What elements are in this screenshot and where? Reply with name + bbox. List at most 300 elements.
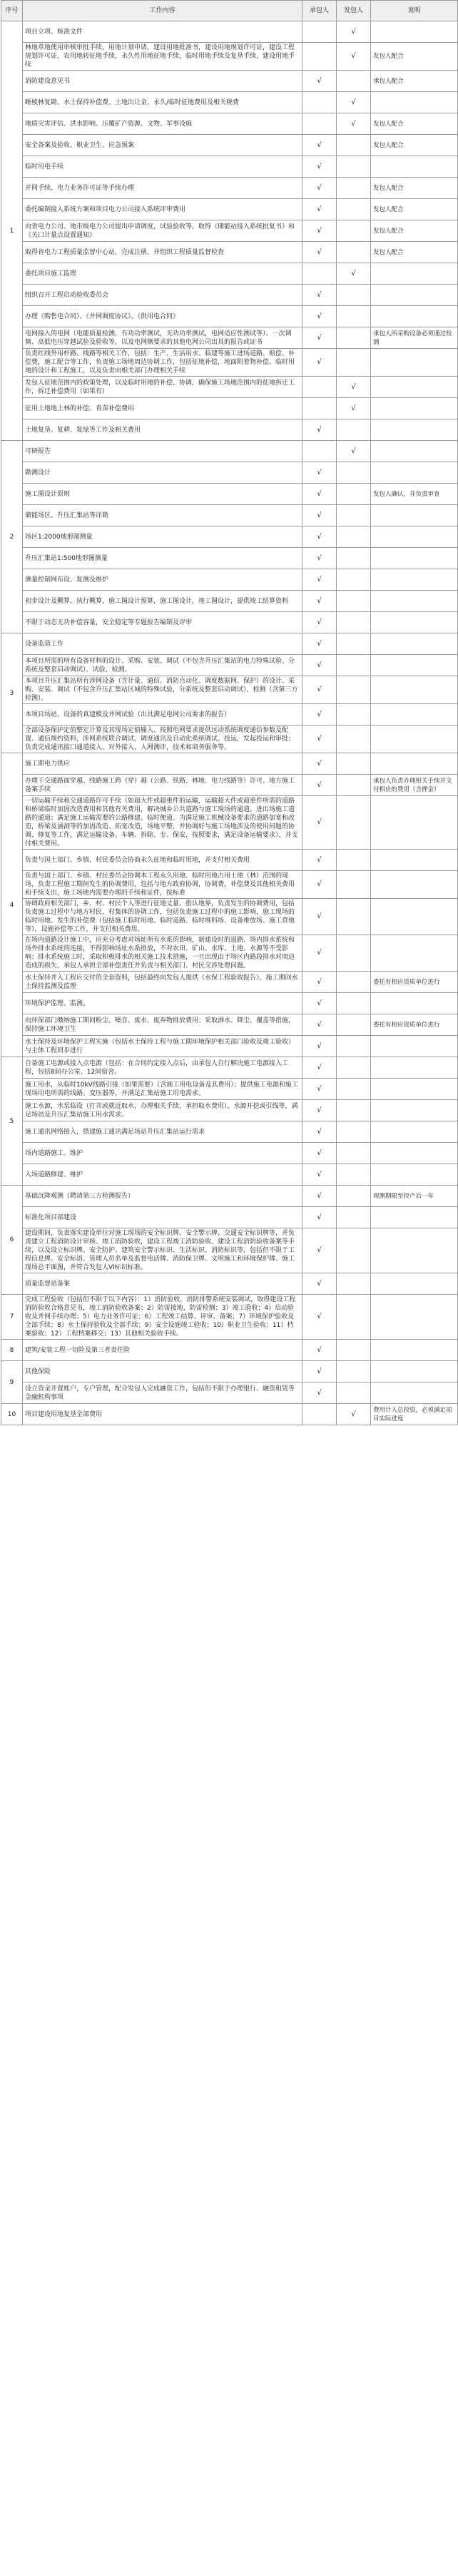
cell-content: 施工期电力供应 [23,753,302,775]
cell-employer-mark [337,419,371,441]
cell-employer-mark [337,178,371,199]
cell-note: 委托有相应资质单位进行 [371,1014,458,1036]
cell-contractor-mark: √ [302,220,337,242]
table-row [1,850,458,871]
cell-contractor-mark: √ [302,1100,337,1121]
header-note: 说明 [371,1,458,21]
cell-note: 费用计入总投资，必须满足项目实际进度 [371,1404,458,1425]
cell-content: 并网手续，电力业务许可证等手续办理 [23,178,302,199]
table-row [1,676,458,704]
table-row [1,1036,458,1057]
cell-note [371,1143,458,1164]
table-row [1,993,458,1014]
table-row [1,1014,458,1036]
cell-note [371,1036,458,1057]
table-row [1,43,458,71]
cell-content: 标准化项目部建设 [23,1207,302,1228]
cell-note [371,1079,458,1100]
cell-contractor-mark: √ [302,178,337,199]
cell-seq: 9 [1,1361,23,1404]
cell-seq: 2 [1,441,23,633]
cell-contractor-mark: √ [302,591,337,612]
cell-contractor-mark: √ [302,306,337,327]
cell-content: 施工用水，从临时10kV线路引接（如果需要）（含施工用电设备及其费用）；提供施工电源和施工现场用电所需的线路、变压器等，并满足汇集站施工用电需求。 [23,1079,302,1100]
cell-contractor-mark: √ [302,199,337,220]
table-row [1,441,458,462]
cell-contractor-mark: √ [302,505,337,526]
cell-employer-mark: √ [337,1404,371,1425]
cell-note [371,1383,458,1404]
cell-employer-mark [337,135,371,156]
cell-note [371,753,458,775]
table-row [1,92,458,113]
cell-seq: 4 [1,753,23,1057]
cell-contractor-mark: √ [302,676,337,704]
cell-content: 建筑/安装工程一切险及第三者责任险 [23,1340,302,1361]
cell-contractor-mark [302,441,337,462]
cell-note [371,899,458,935]
cell-employer-mark [337,899,371,935]
cell-note: 发包人配合 [371,135,458,156]
cell-note: 承包人配合 [371,71,458,92]
cell-note: 承包人负责办理相关手续并支付相应的费用（含押金） [371,775,458,796]
cell-content: 建设期间，负责落实建设单位对施工现场的安全标识牌、安全警示牌、交通安全标识牌等，并负责建立工程消防设计审核、竣工消防验收，建设工程竣工消防验收、建设工程消防验收备案等手续，以及设立标识牌、安全防护、建筑安全警示标识、生活标识、消防标识等，包括但不限于工程信息牌、安全标语、管理人员名单及监督电话牌、消防保卫牌、文明施工和环境保护牌、施工现场总平面图，并符合发包人VI标识标准。 [23,1228,302,1273]
table-row [1,526,458,548]
cell-note [371,156,458,178]
cell-note [371,419,458,441]
cell-note [371,633,458,655]
cell-seq: 5 [1,1057,23,1186]
cell-note: 发包人配合 [371,242,458,263]
table-row [1,704,458,726]
cell-contractor-mark: √ [302,935,337,972]
table-row [1,135,458,156]
table-row [1,1383,458,1404]
cell-note: 发包人配合 [371,113,458,135]
cell-contractor-mark: √ [302,484,337,505]
cell-contractor-mark [302,43,337,71]
table-row [1,796,458,850]
table-body [1,21,458,1425]
cell-content: 临时用电手续 [23,156,302,178]
cell-note [371,676,458,704]
cell-seq: 7 [1,1295,23,1340]
cell-note [371,1361,458,1383]
cell-note: 委托有相应资质单位进行 [371,972,458,993]
cell-employer-mark [337,676,371,704]
cell-note [371,1228,458,1273]
cell-content: 质量监督站备案 [23,1273,302,1295]
cell-note [371,1057,458,1079]
cell-content: 升压汇集站1:500地形图测量 [23,548,302,569]
cell-content: 其他保险 [23,1361,302,1383]
table-header-row [1,1,458,21]
cell-contractor-mark: √ [302,704,337,726]
cell-content: 办理《购售电合同》、《并网调度协议》、《供用电合同》 [23,306,302,327]
cell-content: 测量控制网布设、复测及维护 [23,569,302,591]
cell-note: 发包人配合 [371,178,458,199]
cell-content: 不限于动态无功补偿容量，安全稳定等专题报告编制及评审 [23,612,302,633]
cell-employer-mark: √ [337,21,371,43]
cell-content: 本项目所需的所有设备材料的设计、采购、安装、调试（不包含升压汇集站的电力特殊试验、分系统及整套启动调试），试验、检测。 [23,655,302,676]
cell-content: 委托项目施工监理 [23,263,302,285]
table-row [1,505,458,526]
cell-content: 发包人征地范围内的政策处理，以及临时用地的补偿、协调，确保施工场地范围内的征地拆迁工作，拆迁补偿费用（如果有） [23,377,302,398]
cell-seq: 8 [1,1340,23,1361]
cell-content: 场区1:2000地形图测量 [23,526,302,548]
cell-note [371,263,458,285]
cell-content: 可研报告 [23,441,302,462]
cell-contractor-mark [302,263,337,285]
cell-contractor-mark: √ [302,726,337,753]
cell-content: 林地草地使用审核审批手续，用地计划申请，建设用地批准书，建设用地规划许可证，建设工程规划许可证，农用地转征地手续，永久性用地征地手续，临时用地手续及复垦手续，建设用地手续 [23,43,302,71]
cell-content: 委托编制接入系统方案和项目电力公司接入系统评审费用 [23,199,302,220]
cell-contractor-mark: √ [302,242,337,263]
cell-employer-mark [337,71,371,92]
table-row [1,156,458,178]
cell-content: 完成工程验收（包括但不限于以下内容）：1）消防验收，消防排警系统安装调试，取得建设工程消防验收合格意见书，竣工消防验收备案；2）防雷接地，防雷检测；3）竣工验收；4）启动验收及并网手续办理；5）电力业务许可证；6）工程竣工结算、评审、备案；7）环境保护验收及全部手续；8）水土保持验收及全部手续；9）安全设施竣工验收；10）职业卫生验收；11）档案验收；12）工程档案移交；13）其他相关验收手续。 [23,1295,302,1340]
cell-contractor-mark: √ [302,796,337,850]
cell-employer-mark: √ [337,113,371,135]
table-row [1,633,458,655]
cell-employer-mark [337,796,371,850]
cell-contractor-mark [302,1404,337,1425]
cell-employer-mark: √ [337,92,371,113]
cell-note [371,993,458,1014]
cell-employer-mark [337,349,371,377]
cell-employer-mark [337,972,371,993]
cell-note [371,1207,458,1228]
cell-content: 本项目场站，设备的真建模及并网试验（出具满足电网公司要求的报告） [23,704,302,726]
cell-employer-mark [337,1100,371,1121]
cell-contractor-mark: √ [302,1340,337,1361]
cell-employer-mark [337,1340,371,1361]
cell-note [371,377,458,398]
cell-employer-mark [337,199,371,220]
table-row [1,775,458,796]
cell-contractor-mark: √ [302,1295,337,1340]
table-row [1,612,458,633]
cell-note [371,398,458,419]
cell-employer-mark [337,1121,371,1143]
header-content: 工作内容 [23,1,302,21]
cell-employer-mark [337,612,371,633]
cell-contractor-mark: √ [302,753,337,775]
cell-employer-mark [337,704,371,726]
cell-contractor-mark: √ [302,1079,337,1100]
table-row [1,419,458,441]
cell-seq: 1 [1,21,23,441]
table-row [1,327,458,349]
cell-employer-mark [337,306,371,327]
cell-note [371,1121,458,1143]
cell-note [371,1273,458,1295]
table-row [1,1228,458,1273]
table-row [1,306,458,327]
cell-employer-mark [337,775,371,796]
cell-note [371,591,458,612]
cell-employer-mark [337,462,371,484]
cell-content: 储能场区、升压汇集站等详勘 [23,505,302,526]
table-row [1,753,458,775]
cell-employer-mark [337,1014,371,1036]
cell-employer-mark [337,850,371,871]
cell-content: 设备监造工作 [23,633,302,655]
table-row [1,726,458,753]
cell-employer-mark [337,285,371,306]
cell-employer-mark [337,242,371,263]
cell-content: 办理干交通路面穿越、线路施工跨（穿）越（公路、铁路、林地、电力线路等）许可、地方施工备案手续 [23,775,302,796]
cell-contractor-mark: √ [302,1143,337,1164]
cell-note: 发包人配合 [371,220,458,242]
cell-note [371,1100,458,1121]
cell-content: 向省电力公司、地市级电力公司提出申请调度，试验验收等，取得《储能站接入系统批复书》和《关口计量点设置通知》 [23,220,302,242]
cell-content: 入场道路修建、维护 [23,1164,302,1186]
cell-contractor-mark: √ [302,1057,337,1079]
cell-content: 安全备案及验收、职业卫生、应急预案 [23,135,302,156]
cell-content: 全部设备保护定值整定计算及其现场定值输入、按照电网要求提供远动系统调度通信参数及配置、通信规约资料，涉网系统联合调试，调度通讯及自动化系统调试、投运，发起投运和审批；负责完成通讯接口通道接入、对外接入、入网测评，技术和商务服务等。 [23,726,302,753]
table-row [1,548,458,569]
table-row [1,484,458,505]
header-employer: 发包人 [337,1,371,21]
cell-contractor-mark: √ [302,871,337,899]
cell-contractor-mark: √ [302,462,337,484]
table-row [1,871,458,899]
cell-content: 设立资金开置账户，专户管理，配合发包人完成融资工作，包括但不限于办理银行、融资租赁等金融机构事项 [23,1383,302,1404]
table-row [1,1121,458,1143]
cell-contractor-mark: √ [302,1273,337,1295]
cell-note [371,871,458,899]
cell-contractor-mark: √ [302,899,337,935]
table-row [1,1340,458,1361]
cell-content: 本项目升压汇集站所有涉网设备（含计量、通信、消防自动化、调度数据网、保护）的设计、采购、安装、调试（不包含升压汇集站区域的特殊试验，分系统及整套启动调试），检测（含第三方检测）。 [23,676,302,704]
cell-contractor-mark: √ [302,285,337,306]
cell-note [371,726,458,753]
cell-note [371,704,458,726]
cell-note [371,569,458,591]
cell-content: 项目建设用地复垦全部费用 [23,1404,302,1425]
cell-content: 取得省电力工程质量监督中心站，完成注册，并组织工程质量监督检查 [23,242,302,263]
cell-employer-mark [337,1295,371,1340]
cell-content: 负责与国土部门、乡镇、村民委员会协商永久征地和临时用地，并支付相关费用 [23,850,302,871]
cell-contractor-mark: √ [302,327,337,349]
table-row [1,591,458,612]
cell-contractor-mark: √ [302,612,337,633]
cell-contractor-mark: √ [302,71,337,92]
table-row [1,377,458,398]
cell-seq: 10 [1,1404,23,1425]
cell-employer-mark [337,993,371,1014]
cell-contractor-mark: √ [302,569,337,591]
table-row [1,1361,458,1383]
table-row [1,1207,458,1228]
table-row [1,263,458,285]
table-row [1,398,458,419]
cell-employer-mark [337,1036,371,1057]
cell-note: 承包人所采购设备必须通过检测 [371,327,458,349]
cell-contractor-mark [302,21,337,43]
cell-contractor-mark: √ [302,135,337,156]
table-row [1,1079,458,1100]
table-row [1,71,458,92]
cell-contractor-mark: √ [302,156,337,178]
cell-contractor-mark: √ [302,1164,337,1186]
cell-contractor-mark: √ [302,526,337,548]
header-contractor: 承包人 [302,1,337,21]
cell-employer-mark [337,1164,371,1186]
table-row [1,178,458,199]
cell-content: 一切运输手续和交通道路许可手续（如超大件或超重件的运输，运输超大件或超重件所需的道路和桥梁临时加固改造费用和其他有关费用，解决城乡公共道路与施工现场的通道、进出场施工道路的通道；满足施工运输需要的公路修建、临时便道、为满足施工机械设备要求的道路加宽和改造，桥梁及涵洞等的加固改造、拓宽改造，场地平整，并协调好与施工场地涉及的使用问题的协调、修复等工作，满足运输设备、车辆、拆除、专、保安，按照要求，满足设备运输要求），并支付相关费用。 [23,796,302,850]
cell-note [371,1340,458,1361]
cell-content: 电网接入的电网（电能质量检测，有功功率测试，无功功率测试，电网适应性测试等）、一次调频、高低电压穿越试验及验收等，以及电网侧要求的其他电网公司出具的报告或证书 [23,327,302,349]
responsibility-table-container [1,0,457,1425]
cell-contractor-mark: √ [302,972,337,993]
cell-employer-mark [337,935,371,972]
cell-content: 项目立项、核准文件 [23,21,302,43]
cell-content: 在场内道路设计施工中，应充分考虑对场址所有水系的影响，新建设时的道路、场内排水系统和场外排水系统的连接，不得影响场址水系排放，不对农田、矿山、水库、土地、水源等不受影响；排水系统施工时，采取积极排水的相关施工技术措施，一旦出现由于场区内路段排水对周边造成的损失，承包人承担全部补偿责任并负责与相关部门、村民交涉处理问题。 [23,935,302,972]
table-row [1,1143,458,1164]
cell-content: 征用土地地上林的补偿、青苗补偿费用 [23,398,302,419]
cell-employer-mark: √ [337,377,371,398]
cell-contractor-mark: √ [302,850,337,871]
cell-content: 施工水源，水泵临设（打井或就近取水，办理相关手续，承担取水费用），水源开挖或引线等，满足场站及升压汇集站施工用水需求。 [23,1100,302,1121]
cell-note [371,1164,458,1186]
cell-employer-mark [337,526,371,548]
cell-content: 施工图设计原则 [23,484,302,505]
table-row [1,1295,458,1340]
cell-content: 初步设计及概算，执行概算，施工图设计预算，施工图设计，竣工图设计，提供竣工结算资料 [23,591,302,612]
cell-seq: 6 [1,1186,23,1295]
cell-note: 发包人确认，并负责审查 [371,484,458,505]
cell-content: 组织召开工程启动验收委员会 [23,285,302,306]
cell-contractor-mark: √ [302,1383,337,1404]
cell-content: 水土保持及环境保护工程实施（包括水土保持工程与施工期环境保护相关部门验收及竣工验收）与主体工程同步进行 [23,1036,302,1057]
cell-contractor-mark [302,398,337,419]
table-row [1,1164,458,1186]
cell-employer-mark [337,871,371,899]
cell-employer-mark [337,484,371,505]
cell-contractor-mark: √ [302,1361,337,1383]
cell-content: 负责红线外用杆路、线路等相关工作，包括：生产、生活用水、临建等施工进场道路、赔偿、补偿费，施工配合等工作，负责施工场地周边协调工作，包括征地补偿，地面附着物补偿。临时用地的设计和工程施工，以及负责向相关部门办理相关手续 [23,349,302,377]
table-row [1,1100,458,1121]
cell-employer-mark [337,1383,371,1404]
cell-note: 发包人配合 [371,43,458,71]
table-row [1,972,458,993]
table-row [1,113,458,135]
cell-contractor-mark: √ [302,548,337,569]
cell-employer-mark [337,1228,371,1273]
cell-note [371,1295,458,1340]
cell-contractor-mark: √ [302,1036,337,1057]
cell-note [371,505,458,526]
cell-note [371,306,458,327]
cell-note [371,526,458,548]
cell-note [371,655,458,676]
cell-content: 消防建设意见书 [23,71,302,92]
cell-seq: 3 [1,633,23,753]
table-row [1,1273,458,1295]
table-row [1,21,458,43]
table-row [1,655,458,676]
cell-contractor-mark: √ [302,1186,337,1207]
table-row [1,935,458,972]
cell-employer-mark [337,1079,371,1100]
cell-content: 睡棱林复勘、水土保持补偿费、土地出让金、永久/临时征地费用及相关税费 [23,92,302,113]
cell-employer-mark: √ [337,43,371,71]
cell-contractor-mark: √ [302,1121,337,1143]
cell-contractor-mark: √ [302,419,337,441]
cell-note [371,349,458,377]
cell-note [371,92,458,113]
cell-contractor-mark [302,113,337,135]
cell-contractor-mark: √ [302,993,337,1014]
cell-employer-mark: √ [337,398,371,419]
cell-note [371,441,458,462]
cell-note [371,548,458,569]
cell-content: 环境保护监理、监测。 [23,993,302,1014]
cell-employer-mark [337,633,371,655]
cell-content: 协调政府相关部门，乡、村、村民个人等进行征地丈量、指认地界，负责发生的协调费用，包括负责施工过程中与地方村民、村集体的协调工作，包括负责施工过程中的施工影响，施工现场的临时用地、发生的补偿费（包括施工临时用地、临时道路、临时堆料场、设备堆放场、施工营地等），设施补偿等工作，并支付相关费用。 [23,899,302,935]
cell-employer-mark [337,327,371,349]
cell-contractor-mark: √ [302,655,337,676]
table-row [1,899,458,935]
cell-content: 施工通讯网络接入，搭建施工通讯满足场站升压汇集站运行需求 [23,1121,302,1143]
cell-note [371,462,458,484]
cell-content: 自备施工电源或接入点电源（包括：在合同约定接入点后，由承包人自行解决施工电源接入工程，包括8间办公室、12间宿舍。 [23,1057,302,1079]
cell-content: 勘测设计 [23,462,302,484]
cell-employer-mark [337,505,371,526]
cell-employer-mark [337,1186,371,1207]
cell-employer-mark [337,1143,371,1164]
cell-note [371,285,458,306]
cell-contractor-mark: √ [302,1014,337,1036]
cell-content: 水土保持并入工程应交付的全套资料，包括最终向发包人提供《水保工程验收报告》，施工期间水土保持监测及监理 [23,972,302,993]
header-seq: 序号 [1,1,23,21]
table-row [1,220,458,242]
table-row [1,349,458,377]
table-row [1,242,458,263]
cell-contractor-mark: √ [302,633,337,655]
table-row [1,1186,458,1207]
table-row [1,199,458,220]
table-row [1,285,458,306]
cell-content: 负责与国土部门、乡镇、村民委员会协调本工程永久用地、临时用地占用土地（林）范围的现场，负责工程施工期间发生的协调费用，包括与地方政府协调，协调费，补偿费及其他相关费用和手续支出，施工场地内需要办理的手续和证件，按标准 [23,871,302,899]
table-row [1,1404,458,1425]
cell-employer-mark [337,591,371,612]
cell-note [371,850,458,871]
cell-content: 场内道路施工、维护 [23,1143,302,1164]
cell-employer-mark [337,548,371,569]
table-row [1,462,458,484]
cell-employer-mark: √ [337,263,371,285]
cell-content: 土地复垦、复耕、复绿等工作及相关费用 [23,419,302,441]
cell-contractor-mark: √ [302,775,337,796]
cell-employer-mark [337,569,371,591]
cell-content: 地质灾害评估、洪水影响、压覆矿产资源、文物、军事设施 [23,113,302,135]
cell-employer-mark [337,726,371,753]
cell-note [371,612,458,633]
cell-employer-mark [337,1361,371,1383]
cell-employer-mark [337,753,371,775]
responsibility-table [1,0,458,1425]
cell-contractor-mark [302,377,337,398]
cell-employer-mark: √ [337,441,371,462]
cell-note [371,21,458,43]
cell-employer-mark [337,1057,371,1079]
cell-note: 发包人配合 [371,199,458,220]
cell-employer-mark [337,156,371,178]
cell-note [371,796,458,850]
